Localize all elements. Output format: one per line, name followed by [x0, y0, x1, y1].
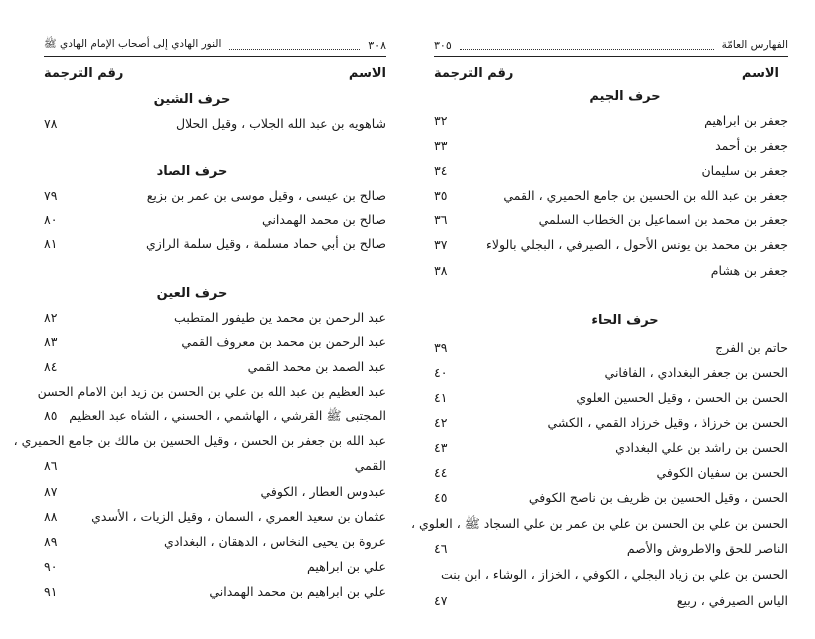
dot-leader: [460, 41, 714, 50]
index-entry: [44, 330, 386, 354]
index-entry: [44, 555, 386, 579]
letter-heading: حرف الجيم: [589, 89, 661, 104]
index-entry: [44, 580, 386, 604]
entry-number: ٣٥: [434, 188, 448, 203]
entry-name: جعفر بن محمد بن اسماعيل بن الخطاب السلمي: [538, 212, 788, 227]
entry-name: عبد الرحمن بن محمد بن معروف القمي: [181, 334, 386, 349]
letter-heading: حرف الشين: [153, 92, 231, 107]
entry-number: ٧٩: [44, 188, 58, 203]
entry-name: صالح بن محمد الهمداني: [262, 212, 386, 227]
entry-name: الياس الصيرفي ، ربيع: [676, 593, 788, 608]
index-entry: [37, 380, 386, 404]
index-entry: [44, 232, 386, 256]
index-entry: [434, 486, 788, 510]
entry-name: علي بن ابراهيم: [307, 559, 386, 574]
entry-name: جعفر بن هشام: [710, 263, 788, 278]
entry-name: عبد العظيم بن عبد الله بن علي بن الحسن بن زيد ابن الامام الحسن: [37, 384, 386, 399]
index-entry: [411, 512, 788, 536]
index-entry: [434, 134, 788, 158]
entry-number: ٨٨: [44, 509, 58, 524]
entry-number: ٨٦: [44, 458, 58, 473]
entry-number: ٣٦: [434, 212, 448, 227]
entry-number: ٣٨: [434, 263, 448, 278]
entry-number: ٨٥: [44, 408, 58, 423]
entry-number: ٤٦: [434, 541, 448, 556]
index-entry: [434, 208, 788, 232]
entry-name: عبدوس العطار ، الكوفي: [260, 484, 386, 499]
index-entry: [44, 530, 386, 554]
entry-name: جعفر بن ابراهيم: [704, 113, 788, 128]
index-entry: [434, 411, 788, 435]
running-header: [434, 36, 788, 54]
running-title: النور الهادي إلى أصحاب الإمام الهادي ﷺ: [44, 37, 222, 50]
index-entry: [13, 429, 386, 453]
entry-number: ٣٩: [434, 340, 448, 355]
entry-name: جعفر بن أحمد: [715, 138, 788, 153]
page-number: ٣٠٨: [368, 38, 386, 52]
entry-name: عبد الله بن جعفر بن الحسن ، وقيل الحسين بن مالك بن جامع الحميري ،: [13, 433, 386, 448]
entry-name: جعفر بن سليمان: [701, 163, 788, 178]
entry-name: حاتم بن الفرج: [715, 340, 788, 355]
entry-name: الناصر للحق والاطروش والأصم: [626, 541, 788, 556]
entry-name: علي بن ابراهيم بن محمد الهمداني: [209, 584, 386, 599]
entry-number: ٤٢: [434, 415, 448, 430]
entry-number: ٨٤: [44, 359, 58, 374]
entry-name: عثمان بن سعيد العمري ، السمان ، وقيل الزيات ، الأسدي: [91, 509, 386, 524]
left-page: [0, 0, 407, 639]
index-entry: [434, 259, 788, 283]
entry-number: ٤٥: [434, 490, 448, 505]
entry-number: ٨٠: [44, 212, 58, 227]
entry-name: عروة بن يحيى النخاس ، الدهقان ، البغدادي: [164, 534, 386, 549]
entry-number: ٣٤: [434, 163, 448, 178]
index-entry: [434, 563, 788, 587]
right-page: [408, 0, 815, 639]
entry-number: ٤١: [434, 390, 448, 405]
entry-number: ٨٧: [44, 484, 58, 499]
entry-number: ٨٣: [44, 334, 58, 349]
index-entry: [434, 461, 788, 485]
dot-leader: [229, 41, 360, 50]
entry-number: ٤٠: [434, 365, 448, 380]
index-entry: [434, 589, 788, 613]
index-entry: [434, 109, 788, 133]
entry-name: الحسن بن خرزاذ ، وقيل خرزاد القمي ، الكشي: [547, 415, 788, 430]
entry-name: صالح بن أبي حماد مسلمة ، وقيل سلمة الرازي: [146, 236, 386, 251]
entry-number: ٩١: [44, 584, 58, 599]
entry-name: القمي: [354, 458, 386, 473]
entry-name: الحسن بن علي بن الحسن بن علي بن عمر بن علي السجاد ﷺ ، العلوي ،: [411, 516, 788, 531]
entry-name: الحسن ، وقيل الحسين بن ظريف بن ناصح الكوفي: [528, 490, 788, 505]
index-entry: [44, 404, 386, 428]
entry-number: ٤٧: [434, 593, 448, 608]
entry-name: عبد الرحمن بن محمد ين طيفور المتطبب: [174, 310, 386, 325]
running-header: [44, 36, 386, 54]
index-entry: [434, 336, 788, 360]
entry-number: ٨٩: [44, 534, 58, 549]
entry-number: ٤٣: [434, 440, 448, 455]
entry-number: ٣٣: [434, 138, 448, 153]
entry-name: الحسن بن جعفر البغدادي ، الفافاني: [604, 365, 788, 380]
entry-name: صالح بن عيسى ، وقيل موسى بن عمر بن بزيع: [146, 188, 386, 203]
index-entry: [44, 112, 386, 136]
index-entry: [44, 355, 386, 379]
entry-name: الحسن بن علي بن زياد البجلي ، الكوفي ، الخزاز ، الوشاء ، ابن بنت: [440, 567, 788, 582]
running-title: الفهارس العامّة: [721, 39, 788, 51]
entry-name: عبد الصمد بن محمد القمي: [247, 359, 386, 374]
column-header-number: رقم الترجمة: [434, 66, 514, 81]
entry-number: ٨١: [44, 236, 58, 251]
entry-name: الحسن بن الحسن ، وقيل الحسين العلوي: [576, 390, 788, 405]
index-entry: [44, 184, 386, 208]
index-entry: [434, 537, 788, 561]
header-rule: [44, 56, 386, 57]
entry-number: ٣٧: [434, 237, 448, 252]
entry-name: الحسن بن سفيان الكوفي: [656, 465, 788, 480]
index-entry: [434, 386, 788, 410]
index-entry: [44, 306, 386, 330]
column-header-name: الاسم: [348, 66, 386, 81]
index-entry: [434, 436, 788, 460]
entry-name: شاهويه بن عبد الله الجلاب ، وقيل الحلال: [176, 116, 386, 131]
letter-heading: حرف العين: [156, 286, 228, 301]
index-entry: [44, 454, 386, 478]
page-number: ٣٠٥: [434, 38, 452, 52]
entry-name: الحسن بن راشد بن علي البغدادي: [615, 440, 788, 455]
column-header-name: الاسم: [741, 66, 779, 81]
entry-number: ٤٤: [434, 465, 448, 480]
header-rule: [434, 56, 788, 57]
letter-heading: حرف الحاء: [591, 313, 659, 328]
entry-name: جعفر بن محمد بن يونس الأحول ، الصيرفي ، البجلي بالولاء: [486, 237, 788, 252]
index-entry: [434, 184, 788, 208]
entry-name: جعفر بن عبد الله بن الحسين بن جامع الحميري ، القمي: [503, 188, 788, 203]
index-entry: [44, 208, 386, 232]
column-header-number: رقم الترجمة: [44, 66, 124, 81]
entry-number: ٣٢: [434, 113, 448, 128]
index-entry: [44, 505, 386, 529]
entry-number: ٨٢: [44, 310, 58, 325]
entry-name: المجتبى ﷺ القرشي ، الهاشمي ، الحسني ، الشاه عبد العظيم: [69, 408, 386, 423]
index-entry: [44, 480, 386, 504]
letter-heading: حرف الصاد: [156, 164, 228, 179]
index-entry: [434, 361, 788, 385]
entry-number: ٧٨: [44, 116, 58, 131]
index-entry: [434, 159, 788, 183]
entry-number: ٩٠: [44, 559, 58, 574]
index-entry: [434, 233, 788, 257]
